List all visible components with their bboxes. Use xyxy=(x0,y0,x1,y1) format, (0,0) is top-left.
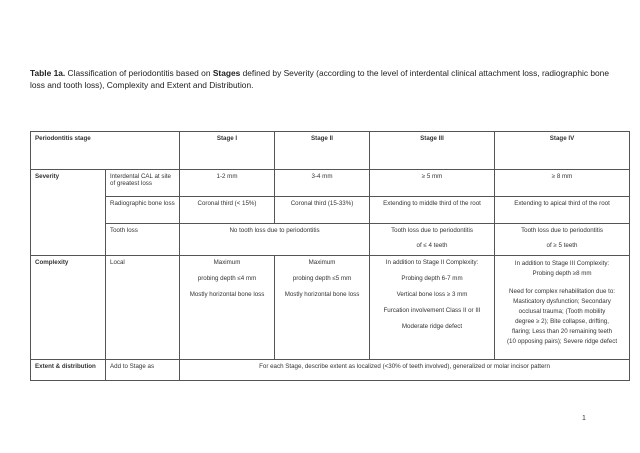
periodontitis-staging-table xyxy=(30,131,630,381)
complexity-stage-1-line-2: probing depth ≤4 mm xyxy=(197,275,257,282)
rbl-stage-3: Extending to middle third of the root xyxy=(370,197,495,224)
severity-tooth-loss-row xyxy=(31,224,630,256)
complexity-stage-4-line-1: In addition to Stage III Complexity: xyxy=(514,260,610,267)
tooth-loss-stage-4-line-2: of ≥ 5 teeth xyxy=(546,242,578,249)
extent-description: For each Stage, describe extent as localized (<30% of teeth involved), generalized or molar incisor pattern xyxy=(180,360,630,381)
complexity-sub-label: Local xyxy=(106,256,180,360)
header-row xyxy=(31,132,630,170)
complexity-stage-3-line-3: Vertical bone loss ≥ 3 mm xyxy=(396,291,468,298)
tooth-loss-stage-3 xyxy=(370,224,495,256)
header-stage-2: Stage II xyxy=(275,132,370,170)
tooth-loss-stage-1-2: No tooth loss due to periodontitis xyxy=(180,224,370,256)
complexity-stage-1-line-1: Maximum xyxy=(213,259,241,266)
complexity-row xyxy=(31,256,630,360)
complexity-stage-2 xyxy=(275,256,370,360)
header-stage-1: Stage I xyxy=(180,132,275,170)
cal-stage-2: 3-4 mm xyxy=(275,170,370,197)
table-caption xyxy=(30,67,615,91)
extent-sub-label: Add to Stage as xyxy=(106,360,180,381)
complexity-stage-4-line-6: degree ≥ 2); Bite collapse, drifting, xyxy=(515,318,609,325)
complexity-stage-4-line-8: (10 opposing pairs); Severe ridge defect xyxy=(506,338,618,345)
extent-label: Extent & distribution xyxy=(31,360,106,381)
cal-stage-3: ≥ 5 mm xyxy=(370,170,495,197)
rbl-stage-1: Coronal third (< 15%) xyxy=(180,197,275,224)
rbl-stage-2: Coronal third (15-33%) xyxy=(275,197,370,224)
tooth-loss-stage-3-line-1: Tooth loss due to periodontitis xyxy=(391,227,473,234)
caption-text-1: Classification of periodontitis based on xyxy=(65,68,213,78)
header-stage-3: Stage III xyxy=(370,132,495,170)
tooth-loss-stage-4 xyxy=(495,224,630,256)
rbl-label: Radiographic bone loss xyxy=(106,197,180,224)
complexity-stage-4-line-3: Need for complex rehabilitation due to: xyxy=(509,288,615,295)
complexity-stage-3-line-2: Probing depth 6-7 mm xyxy=(401,275,463,282)
cal-label: Interdental CAL at site of greatest loss xyxy=(106,170,180,197)
cal-stage-4: ≥ 8 mm xyxy=(495,170,630,197)
extent-row xyxy=(31,360,630,381)
complexity-stage-3 xyxy=(370,256,495,360)
complexity-stage-3-line-4: Furcation involvement Class II or III xyxy=(383,307,481,314)
severity-rbl-row xyxy=(31,197,630,224)
caption-stages-word: Stages xyxy=(212,68,241,78)
complexity-label: Complexity xyxy=(31,256,106,360)
complexity-stage-3-line-5: Moderate ridge defect xyxy=(401,323,463,330)
complexity-stage-3-line-1: In addition to Stage II Complexity: xyxy=(385,259,479,266)
tooth-loss-stage-3-line-2: of ≤ 4 teeth xyxy=(416,242,448,249)
complexity-stage-4-line-5: occlusal trauma; (Tooth mobility xyxy=(518,308,606,315)
severity-label: Severity xyxy=(31,170,106,256)
complexity-stage-4 xyxy=(495,256,630,360)
complexity-stage-2-line-1: Maximum xyxy=(308,259,336,266)
complexity-stage-1-line-3: Mostly horizontal bone loss xyxy=(189,291,265,298)
complexity-stage-1 xyxy=(180,256,275,360)
page-number: 1 xyxy=(582,415,586,422)
complexity-stage-4-line-2: Probing depth ≥8 mm xyxy=(532,270,592,277)
complexity-stage-2-line-2: probing depth ≤5 mm xyxy=(292,275,352,282)
caption-prefix: Table 1a. xyxy=(30,68,66,78)
caption-text-2: defined by Severity (according to the level of interdental clinical attachment loss, radiographic bone loss and tooth loss), Complexity and Extent and Distribution. xyxy=(30,68,609,90)
cal-stage-1: 1-2 mm xyxy=(180,170,275,197)
complexity-stage-4-line-4: Masticatory dysfunction; Secondary xyxy=(513,298,611,305)
severity-cal-row xyxy=(31,170,630,197)
tooth-loss-stage-4-line-1: Tooth loss due to periodontitis xyxy=(521,227,603,234)
complexity-stage-2-line-3: Mostly horizontal bone loss xyxy=(284,291,360,298)
rbl-stage-4: Extending to apical third of the root xyxy=(495,197,630,224)
header-label: Periodontitis stage xyxy=(31,132,180,170)
header-stage-4: Stage IV xyxy=(495,132,630,170)
complexity-stage-4-line-7: flaring; Less than 20 remaining teeth xyxy=(511,328,613,335)
tooth-loss-label: Tooth loss xyxy=(106,224,180,256)
